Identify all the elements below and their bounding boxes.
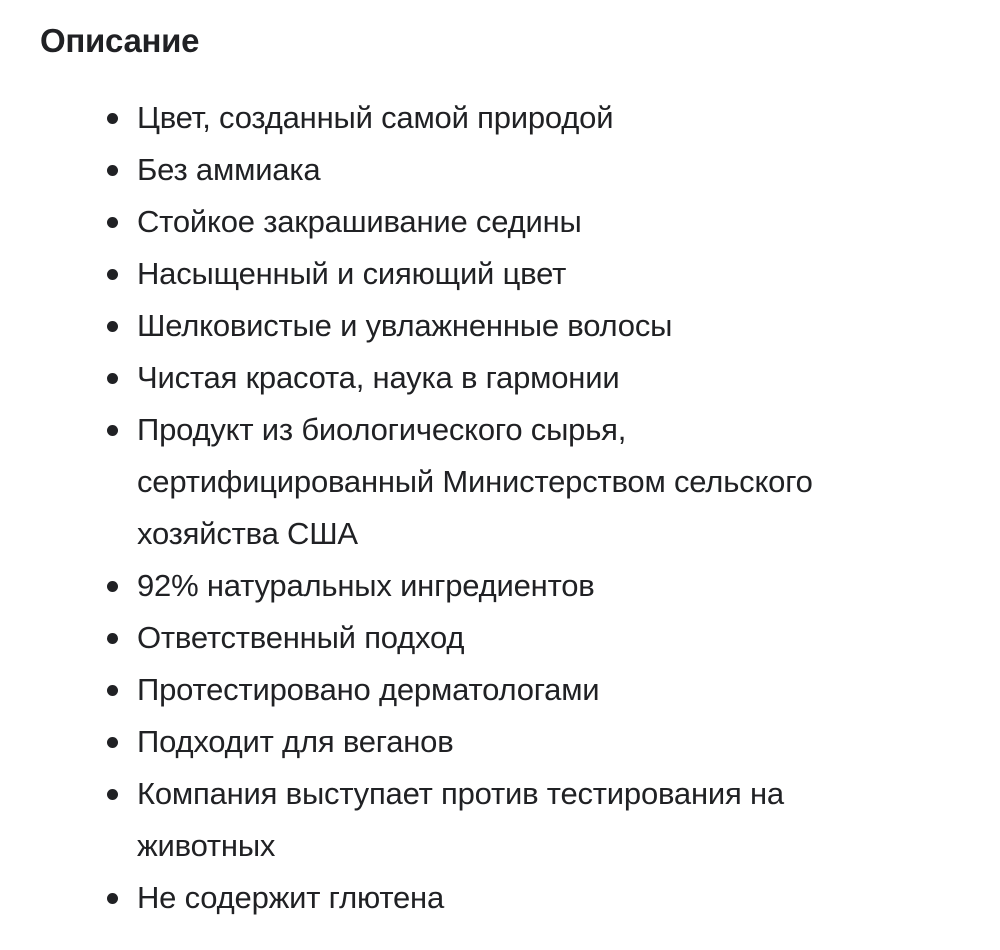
list-item-text: Цвет, созданный самой природой — [137, 100, 614, 135]
list-item — [0, 92, 960, 144]
bullet-icon — [107, 269, 118, 280]
list-item — [0, 300, 960, 352]
list-item — [0, 352, 960, 404]
list-item — [0, 612, 960, 664]
list-item — [0, 560, 960, 612]
list-item — [0, 664, 960, 716]
list-item — [0, 872, 960, 924]
bullet-icon — [107, 789, 118, 800]
list-item-text: Протестировано дерматологами — [137, 672, 600, 707]
bullet-icon — [107, 113, 118, 124]
list-item — [0, 404, 960, 560]
list-item-text: Не содержит глютена — [137, 880, 445, 915]
list-item-text: Насыщенный и сияющий цвет — [137, 256, 567, 291]
bullet-icon — [107, 425, 118, 436]
bullet-icon — [107, 321, 118, 332]
bullet-icon — [107, 217, 118, 228]
list-item-text: Продукт из биологического сырья, сертифицированный Министерством сельского хозяйства США — [137, 412, 813, 551]
bullet-icon — [107, 737, 118, 748]
bullet-icon — [107, 165, 118, 176]
list-item-text: Чистая красота, наука в гармонии — [137, 360, 620, 395]
bullet-icon — [107, 373, 118, 384]
list-item — [0, 716, 960, 768]
list-item — [0, 144, 960, 196]
list-item — [0, 196, 960, 248]
list-item — [0, 248, 960, 300]
list-item — [0, 768, 960, 872]
feature-list — [0, 92, 960, 924]
list-item-text: Без аммиака — [137, 152, 321, 187]
list-item-text: 92% натуральных ингредиентов — [137, 568, 595, 603]
list-item-text: Компания выступает против тестирования на животных — [137, 776, 784, 863]
section-title: Описание — [40, 22, 200, 59]
bullet-icon — [107, 581, 118, 592]
bullet-icon — [107, 633, 118, 644]
list-item-text: Шелковистые и увлажненные волосы — [137, 308, 673, 343]
list-item-text: Ответственный подход — [137, 620, 465, 655]
bullet-icon — [107, 685, 118, 696]
bullet-icon — [107, 893, 118, 904]
list-item-text: Стойкое закрашивание седины — [137, 204, 582, 239]
list-item-text: Подходит для веганов — [137, 724, 454, 759]
